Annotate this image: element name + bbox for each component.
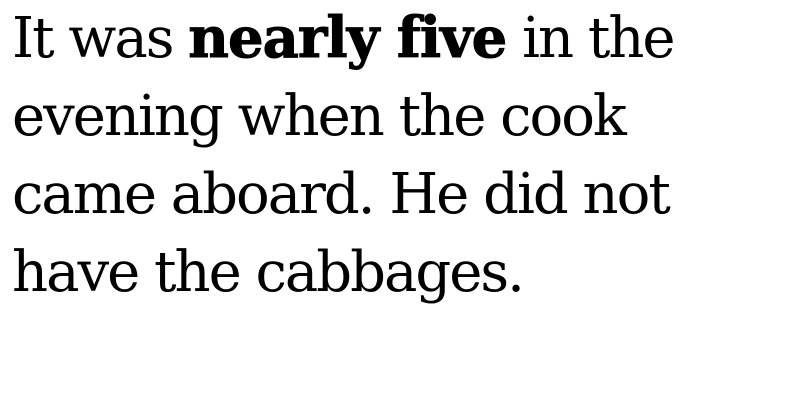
emphasized-text: nearly five — [188, 5, 507, 71]
text-after-emphasis: in the evening when the cook came aboard. He did not have the cabbages. — [12, 6, 674, 305]
body-paragraph — [12, 0, 788, 312]
text-before-emphasis: It was — [12, 6, 189, 71]
